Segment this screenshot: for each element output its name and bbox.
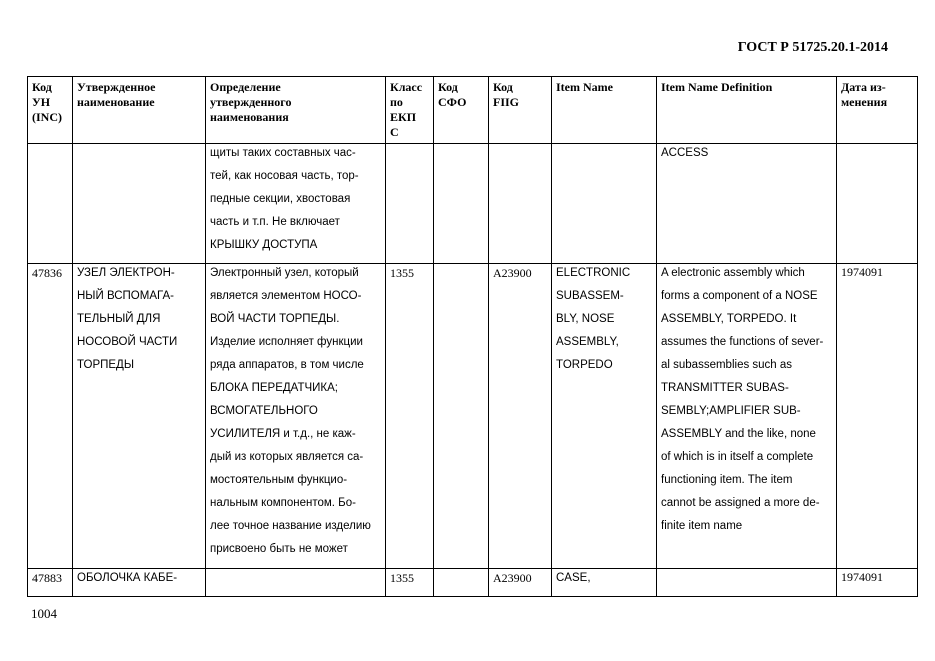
cell-inc [28, 569, 73, 597]
cell-item-definition [657, 264, 837, 569]
cell-definition [206, 569, 386, 597]
cell-line: КРЫШКУ ДОСТУПА [210, 239, 318, 251]
cell-line: CASE, [556, 572, 591, 584]
cell-value: 1974091 [841, 570, 883, 584]
cell-line: ОБОЛОЧКА КАБЕ- [77, 572, 178, 584]
cell-fiig [489, 144, 552, 264]
col-header-line: УН [32, 95, 51, 109]
cell-value: 1355 [390, 571, 414, 585]
cell-line: finite item name [661, 520, 743, 532]
cell-line: присвоено быть не может [210, 543, 348, 555]
cell-line: ТЕЛЬНЫЙ ДЛЯ [77, 313, 161, 325]
col-header-approved-name [73, 77, 206, 144]
cell-value: 1974091 [841, 265, 883, 279]
cell-fiig [489, 569, 552, 597]
cell-line: of which is in itself a complete [661, 451, 814, 463]
cell-class [386, 569, 434, 597]
cell-line: Электронный узел, который [210, 267, 359, 279]
cell-line: forms a component of a NOSE [661, 290, 818, 302]
cell-line: ТОРПЕДЫ [77, 359, 135, 371]
col-header-inc [28, 77, 73, 144]
col-header-line: ЕКП [390, 110, 417, 124]
cell-item-definition [657, 144, 837, 264]
cell-line: ВОЙ ЧАСТИ ТОРПЕДЫ. [210, 313, 340, 325]
cell-value: A23900 [493, 266, 532, 280]
col-header-line: наименования [210, 110, 289, 124]
cell-fiig [489, 264, 552, 569]
cell-line: ASSEMBLY, [556, 336, 619, 348]
cell-date [837, 264, 918, 569]
cell-line: ACCESS [661, 147, 709, 159]
col-header-line: С [390, 125, 399, 139]
cell-value: 47836 [32, 266, 62, 280]
cell-value: A23900 [493, 571, 532, 585]
cell-line: al subassemblies such as [661, 359, 793, 371]
document-standard-header: ГОСТ Р 51725.20.1-2014 [737, 40, 888, 55]
cell-line: ВСМОГАТЕЛЬНОГО [210, 405, 318, 417]
cell-item-name [552, 569, 657, 597]
cell-line: педные секции, хвостовая [210, 193, 351, 205]
table-header-row [28, 77, 918, 144]
cell-inc [28, 144, 73, 264]
col-header-line: утвержденного [210, 95, 292, 109]
cell-definition [206, 264, 386, 569]
col-header-line: Item Name Definition [661, 80, 773, 94]
cell-line: НОСОВОЙ ЧАСТИ [77, 336, 178, 348]
cell-approved-name [73, 569, 206, 597]
cell-line: нальным компонентом. Бо- [210, 497, 356, 509]
col-header-fiig [489, 77, 552, 144]
cell-line: ряда аппаратов, в том числе [210, 359, 364, 371]
cell-line: BLY, NOSE [556, 313, 615, 325]
cell-definition [206, 144, 386, 264]
col-header-item-name-definition [657, 77, 837, 144]
cell-date [837, 144, 918, 264]
col-header-line: наименование [77, 95, 155, 109]
cell-line: ASSEMBLY, TORPEDO. It [661, 313, 797, 325]
cell-line: cannot be assigned a more de- [661, 497, 820, 509]
col-header-change-date [837, 77, 918, 144]
cell-sfo [434, 264, 489, 569]
cell-sfo [434, 569, 489, 597]
col-header-line: Код [493, 80, 513, 94]
cell-inc [28, 264, 73, 569]
cell-line: УСИЛИТЕЛЯ и т.д., не каж- [210, 428, 356, 440]
col-header-line: Дата из- [841, 80, 886, 94]
cell-line: НЫЙ ВСПОМАГА- [77, 290, 174, 302]
cell-sfo [434, 144, 489, 264]
cell-line: assumes the functions of sever- [661, 336, 824, 348]
cell-line: часть и т.п. Не включает [210, 216, 340, 228]
col-header-line: FIIG [493, 95, 520, 109]
col-header-line: (INC) [32, 110, 62, 124]
cell-line: SUBASSEM- [556, 290, 624, 302]
cell-line: БЛОКА ПЕРЕДАТЧИКА; [210, 382, 338, 394]
col-header-definition [206, 77, 386, 144]
cell-line: SEMBLY;AMPLIFIER SUB- [661, 405, 801, 417]
cell-item-name [552, 144, 657, 264]
col-header-line: Код [438, 80, 458, 94]
cell-line: УЗЕЛ ЭЛЕКТРОН- [77, 267, 175, 279]
col-header-line: Класс [390, 80, 423, 94]
cell-class [386, 264, 434, 569]
cell-line: functioning item. The item [661, 474, 793, 486]
table-row [28, 569, 918, 597]
col-header-line: Item Name [556, 80, 613, 94]
col-header-line: Определение [210, 80, 281, 94]
cell-line: тей, как носовая часть, тор- [210, 170, 359, 182]
table-row [28, 264, 918, 569]
cell-item-definition [657, 569, 837, 597]
col-header-sfo [434, 77, 489, 144]
cell-line: лее точное название изделию [210, 520, 371, 532]
cell-class [386, 144, 434, 264]
cell-line: мостоятельным функцио- [210, 474, 348, 486]
cell-line: дый из которых является са- [210, 451, 364, 463]
col-header-line: СФО [438, 95, 467, 109]
classification-table [27, 76, 918, 597]
cell-line: TORPEDO [556, 359, 613, 371]
cell-value: 1355 [390, 266, 414, 280]
cell-approved-name [73, 264, 206, 569]
cell-line: TRANSMITTER SUBAS- [661, 382, 789, 394]
page-number: 1004 [31, 606, 57, 621]
cell-value: 47883 [32, 571, 62, 585]
col-header-line: Код [32, 80, 52, 94]
cell-line: A electronic assembly which [661, 267, 805, 279]
cell-line: ASSEMBLY and the like, none [661, 428, 816, 440]
col-header-line: менения [841, 95, 888, 109]
cell-date [837, 569, 918, 597]
cell-line: является элементом НОСО- [210, 290, 362, 302]
col-header-line: Утвержденное [77, 80, 156, 94]
cell-approved-name [73, 144, 206, 264]
cell-line: Изделие исполняет функции [210, 336, 363, 348]
cell-line: ELECTRONIC [556, 267, 631, 279]
col-header-class [386, 77, 434, 144]
table-row [28, 144, 918, 264]
col-header-item-name [552, 77, 657, 144]
cell-line: щиты таких составных час- [210, 147, 356, 159]
cell-item-name [552, 264, 657, 569]
col-header-line: по [390, 95, 403, 109]
